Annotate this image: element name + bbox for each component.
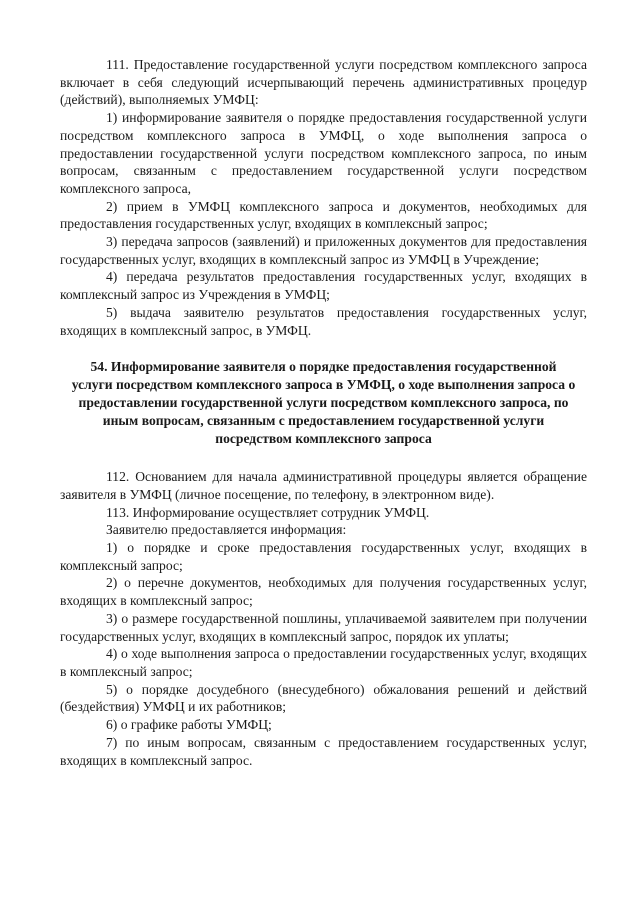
- list-item: 6) о графике работы УМФЦ;: [106, 717, 272, 733]
- list-item: 3) передача запросов (заявлений) и приложенных документов для предоставления государственных услуг, входящих в комплексный запрос из УМФЦ в Учреждение;: [60, 234, 587, 267]
- list-item: 4) о ходе выполнения запроса о предоставлении государственных услуг, входящих в комплексный запрос;: [60, 646, 587, 679]
- section-heading: 54. Информирование заявителя о порядке предоставления государственной услуги посредством комплексного запроса в УМФЦ, о ходе выполнения запроса о предоставлении государственной услуги посредством комплексного запроса, по иным вопросам, связанным с предоставлением государственной услуги посредством комплексного запроса: [71, 359, 576, 447]
- list-item: 1) о порядке и сроке предоставления государственных услуг, входящих в комплексный запрос;: [60, 540, 587, 573]
- list-item: 1) информирование заявителя о порядке предоставления государственной услуги посредством комплексного запроса в УМФЦ, о ходе выполнения запроса о предоставлении государственной услуги посредством комплексного запроса, по иным вопросам, связанным с предоставлением государственной услуги посредством комплексного запроса,: [60, 110, 587, 196]
- paragraph-112: 112. Основанием для начала административной процедуры является обращение заявителя в УМФЦ (личное посещение, по телефону, в электронном виде).: [60, 469, 587, 502]
- list-item: 5) о порядке досудебного (внесудебного) обжалования решений и действий (бездействия) УМФЦ и их работников;: [60, 681, 587, 715]
- info-intro: Заявителю предоставляется информация:: [106, 522, 347, 538]
- document-page: [60, 56, 587, 769]
- paragraph-113: 113. Информирование осуществляет сотрудник УМФЦ.: [106, 504, 430, 520]
- list-item: 2) о перечне документов, необходимых для получения государственных услуг, входящих в комплексный запрос;: [60, 575, 587, 609]
- list-item: 2) прием в УМФЦ комплексного запроса и документов, необходимых для предоставления государственных услуг, входящих в комплексный запрос;: [60, 198, 587, 232]
- list-item: 7) по иным вопросам, связанным с предоставлением государственных услуг, входящих в комплексный запрос.: [60, 734, 587, 768]
- list-item: 3) о размере государственной пошлины, уплачиваемой заявителем при получении государственных услуг, входящих в комплексный запрос, порядок их уплаты;: [60, 610, 587, 644]
- paragraph-111: 111. Предоставление государственной услуги посредством комплексного запроса включает в себя следующий исчерпывающий перечень административных процедур (действий), выполняемых УМФЦ:: [60, 57, 587, 108]
- list-item: 4) передача результатов предоставления государственных услуг, входящих в комплексный запрос из Учреждения в УМФЦ;: [60, 269, 587, 303]
- list-item: 5) выдача заявителю результатов предоставления государственных услуг, входящих в комплексный запрос, в УМФЦ.: [60, 304, 587, 338]
